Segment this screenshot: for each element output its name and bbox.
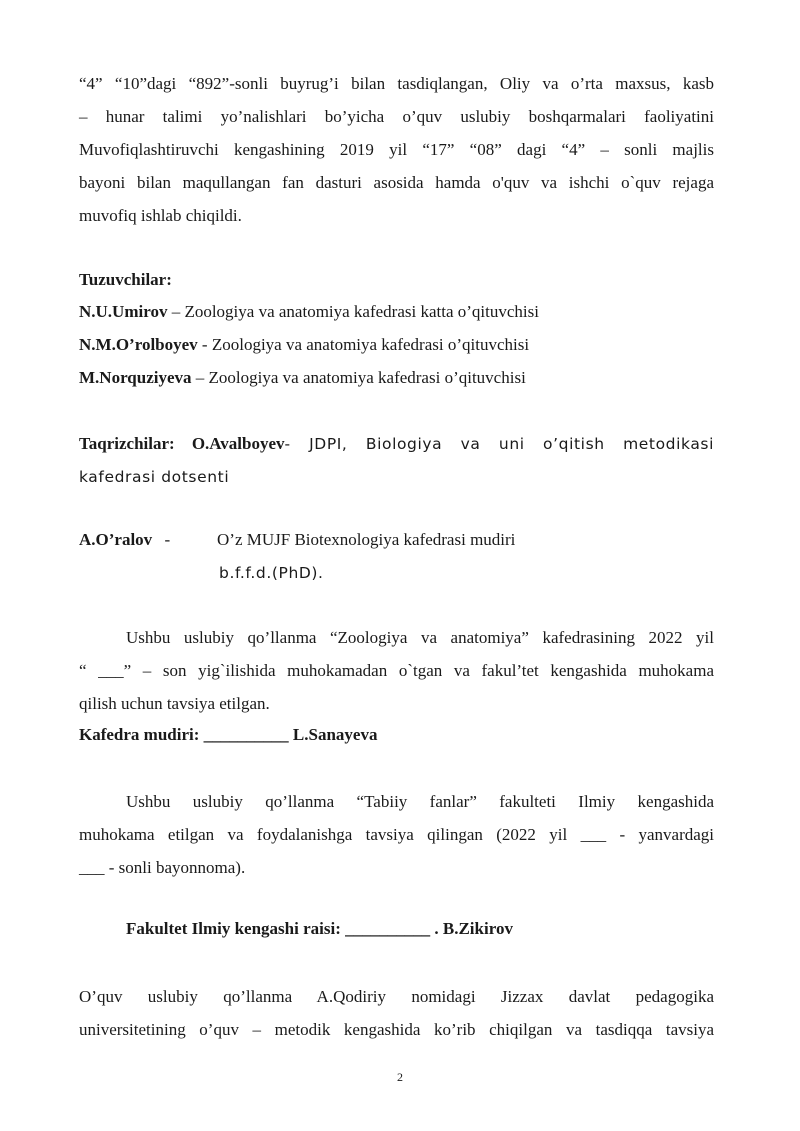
faculty-chair-signature: Fakultet Ilmiy kengashi raisi: __________ . B.Zikirov: [126, 919, 513, 938]
reviewer-first-line: [79, 433, 714, 466]
approval-line: O’quv uslubiy qo’llanma A.Qodiriy nomidagi Jizzax davlat pedagogika: [79, 987, 714, 1006]
reviewer-first: [79, 433, 714, 499]
faculty-approval: [79, 791, 714, 890]
authors-heading: Tuzuvchilar:: [79, 270, 172, 289]
approval-line: qilish uchun tavsiya etilgan.: [79, 694, 270, 713]
author-row: [79, 302, 539, 322]
approval-line: muhokama etilgan va foydalanishga tavsiya qilingan (2022 yil ___ - yanvardagi: [79, 825, 714, 844]
intro-line: – hunar talimi yo’nalishlari bo’yicha o’quv uslubiy boshqarmalari faoliyatini: [79, 107, 714, 126]
department-approval: [79, 627, 714, 726]
intro-line: Muvofiqlashtiruvchi kengashining 2019 yil “17” “08” dagi “4” – sonli majlis: [79, 140, 714, 159]
reviewer-second-row: [79, 530, 170, 550]
author-name: N.M.O’rolboyev: [79, 335, 198, 354]
author-role: – Zoologiya va anatomiya kafedrasi o’qituvchisi: [191, 368, 526, 387]
intro-line: “4” “10”dagi “892”-sonli buyrug’i bilan tasdiqlangan, Oliy va o’rta maxsus, kasb: [79, 74, 714, 93]
author-name: N.U.Umirov: [79, 302, 168, 321]
reviewer-role: - JDPI, Biologiya va uni o’qitish metodikasi: [284, 435, 714, 453]
reviewer-role: O’z MUJF Biotexnologiya kafedrasi mudiri: [217, 530, 516, 549]
author-row: [79, 335, 529, 355]
reviewer-role-cont: kafedrasi dotsenti: [79, 468, 230, 486]
approval-line: “ ___” – son yig`ilishida muhokamadan o`tgan va fakul’tet kengashida muhokama: [79, 661, 714, 680]
approval-line: Ushbu uslubiy qo’llanma “Zoologiya va anatomiya” kafedrasining 2022 yil: [126, 628, 714, 647]
reviewer-name: A.O’ralov: [79, 530, 153, 549]
intro-line: bayoni bilan maqullangan fan dasturi asosida hamda o'quv va ishchi o`quv rejaga: [79, 173, 714, 192]
page-number: 2: [397, 1070, 403, 1084]
intro-line: muvofiq ishlab chiqildi.: [79, 206, 242, 225]
reviewer-dash: -: [164, 530, 171, 549]
intro-paragraph: [79, 73, 714, 238]
reviewer-degree: b.f.f.d.(PhD).: [219, 564, 324, 582]
author-role: - Zoologiya va anatomiya kafedrasi o’qituvchisi: [197, 335, 530, 354]
author-name: M.Norquziyeva: [79, 368, 192, 387]
author-role: – Zoologiya va anatomiya kafedrasi katta o’qituvchisi: [167, 302, 539, 321]
author-row: [79, 368, 526, 388]
approval-line: universitetining o’quv – metodik kengashida ko’rib chiqilgan va tasdiqqa tavsiya: [79, 1020, 714, 1039]
department-head-signature: Kafedra mudiri: __________ L.Sanayeva: [79, 725, 378, 744]
university-approval: [79, 986, 714, 1052]
approval-line: Ushbu uslubiy qo’llanma “Tabiiy fanlar” fakulteti Ilmiy kengashida: [126, 792, 714, 811]
reviewers-label: Taqrizchilar:: [79, 434, 175, 453]
reviewer-name: O.Avalboyev: [191, 434, 285, 453]
approval-line: ___ - sonli bayonnoma).: [79, 858, 246, 877]
